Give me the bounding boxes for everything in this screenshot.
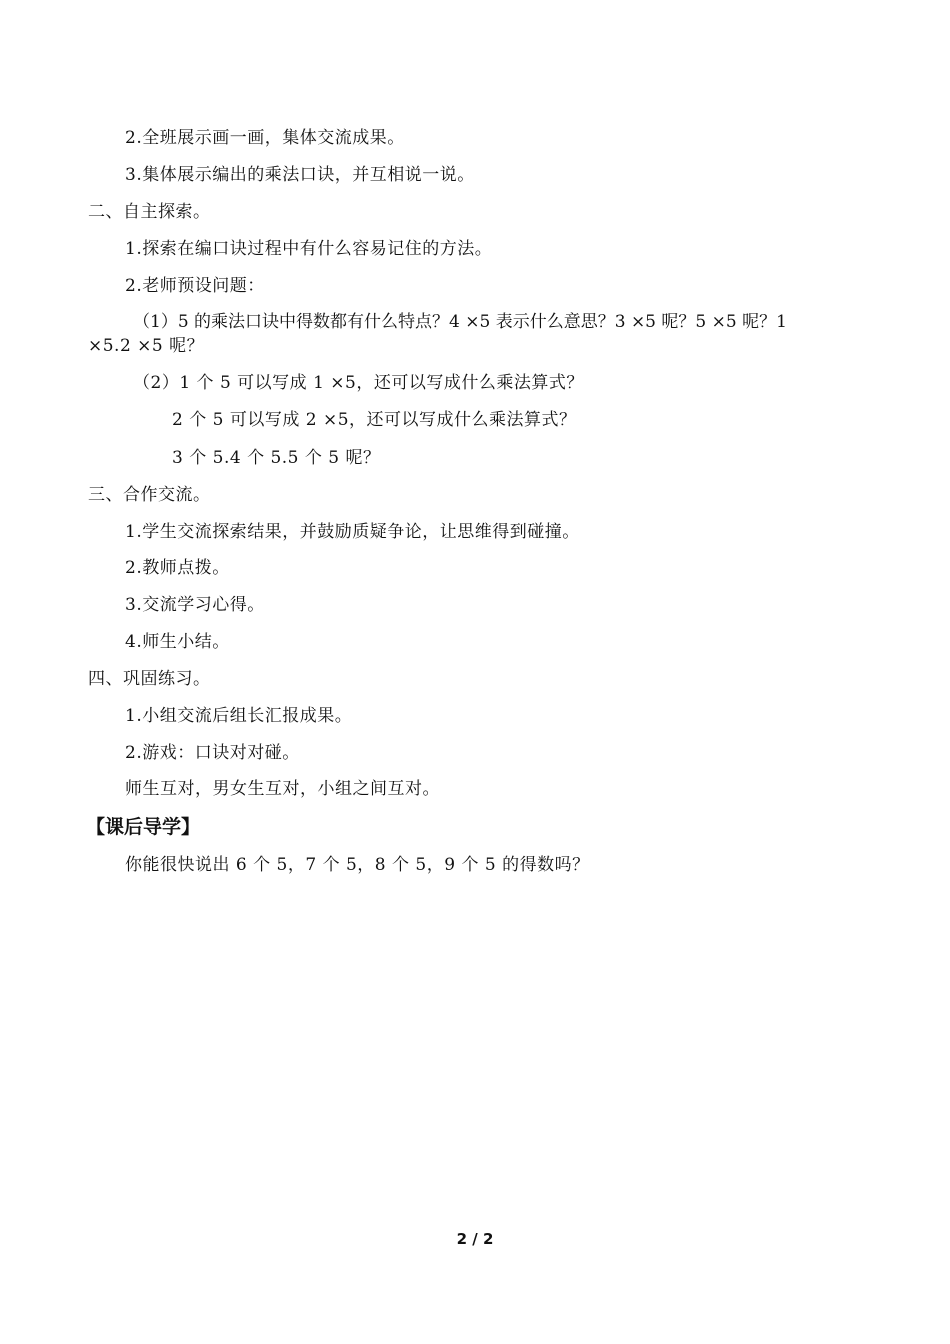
text-line: （1）5 的乘法口诀中得数都有什么特点？4 ×5 表示什么意思？3 ×5 呢？5 ×5 呢？1: [133, 312, 787, 332]
text-line: 你能很快说出 6 个 5，7 个 5，8 个 5，9 个 5 的得数吗？: [125, 855, 590, 875]
text-line: 4.师生小结。: [125, 632, 230, 652]
text-line: 3 个 5.4 个 5.5 个 5 呢？: [172, 448, 381, 468]
section-heading: 【课后导学】: [86, 816, 201, 838]
section-title: 二、自主探索。: [88, 202, 211, 222]
text-line: 2.教师点拨。: [125, 558, 230, 578]
text-line: （2）1 个 5 可以写成 1 ×5，还可以写成什么乘法算式？: [133, 373, 584, 393]
text-line: 师生互对，男女生互对，小组之间互对。: [125, 779, 440, 799]
text-line: 2 个 5 可以写成 2 ×5，还可以写成什么乘法算式？: [172, 410, 577, 430]
text-line: 3.交流学习心得。: [125, 595, 265, 615]
text-line: ×5.2 ×5 呢？: [88, 336, 205, 356]
text-line: 3.集体展示编出的乘法口诀，并互相说一说。: [125, 165, 475, 185]
text-line: 2.老师预设问题：: [125, 276, 265, 296]
text-line: 2.游戏：口诀对对碰。: [125, 743, 300, 763]
section-title: 三、合作交流。: [88, 485, 211, 505]
section-title: 四、巩固练习。: [88, 669, 211, 689]
text-line: 1.学生交流探索结果，并鼓励质疑争论，让思维得到碰撞。: [125, 522, 580, 542]
text-line: 2.全班展示画一画，集体交流成果。: [125, 128, 405, 148]
text-line: 1.探索在编口诀过程中有什么容易记住的方法。: [125, 239, 493, 259]
page-number: 2 / 2: [456, 1230, 494, 1248]
text-line: 1.小组交流后组长汇报成果。: [125, 706, 353, 726]
